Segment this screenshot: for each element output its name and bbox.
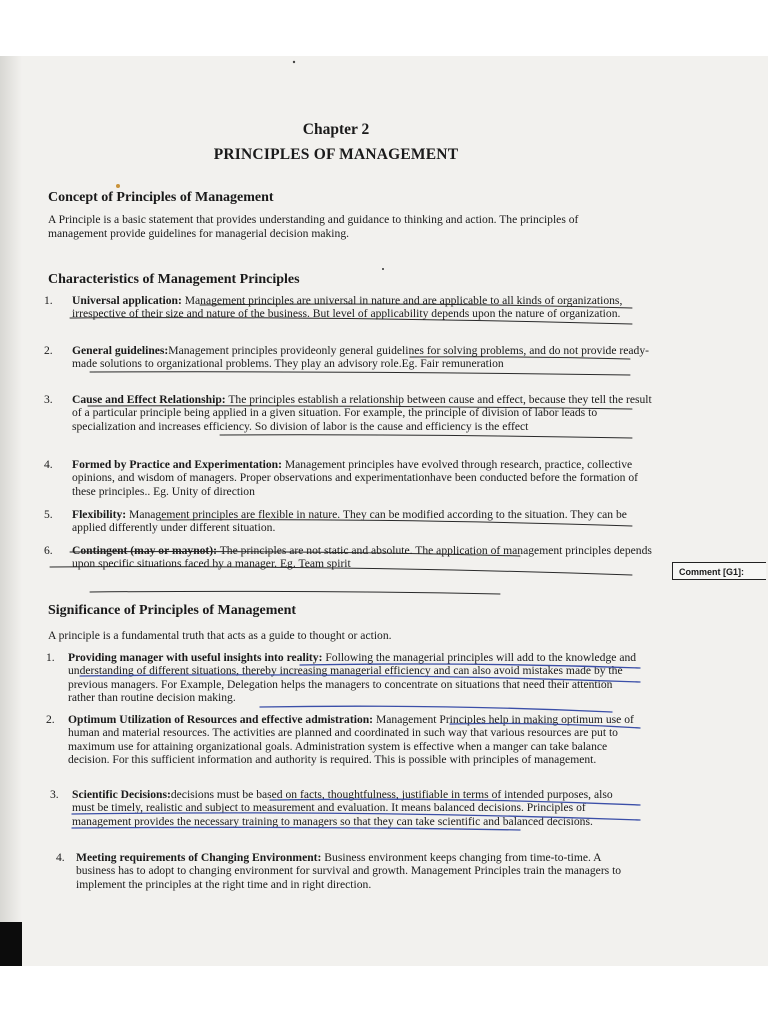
significance-item [50, 788, 638, 828]
item-label: Meeting requirements of Changing Environment: [76, 851, 322, 864]
characteristic-item [44, 344, 660, 371]
item-number: 5. [44, 508, 53, 521]
comment-balloon[interactable]: Comment [G1]: [672, 562, 766, 580]
characteristic-item [44, 294, 660, 321]
characteristic-item [44, 544, 660, 571]
item-number: 2. [44, 344, 53, 357]
item-number: 1. [46, 651, 55, 664]
item-number: 4. [44, 458, 53, 471]
item-text: Business environment keeps changing from time-to-time. A business has to adopt to changing environment for survival and growth. Management Principles train the managers to implement the principles at the right time and in right direction. [76, 851, 622, 891]
characteristic-item [44, 458, 660, 498]
item-label: Cause and Effect Relationship: [72, 393, 226, 406]
item-label: Formed by Practice and Experimentation: [72, 458, 282, 471]
item-number: 3. [44, 393, 53, 406]
item-number: 2. [46, 713, 55, 726]
significance-item [46, 713, 638, 767]
characteristic-item [44, 508, 660, 535]
item-text: Management principles have evolved through research, practice, collective opinions, and wisdom of managers. Proper observations and experimentationhave been conducted before the formation of these principles.. Eg. Unity of direction [72, 458, 638, 498]
item-number: 1. [44, 294, 53, 307]
item-label: Contingent (may or maynot): [72, 544, 218, 557]
concept-text: A Principle is a basic statement that provides understanding and guidance to thinking and action. The principles of management provide guidelines for managerial decision making. [48, 213, 579, 240]
characteristics-heading: Characteristics of Management Principles [48, 272, 300, 287]
significance-heading: Significance of Principles of Management [48, 603, 297, 618]
item-text: The principles establish a relationship between cause and effect, because they tell the result of a particular principle being applied in a given situation. For example, the principle of division of labor leads to specialization and increases efficiency. So division of labor is the cause and efficiency is the effect [72, 393, 652, 433]
item-text: Management principles provideonly general guidelines for solving problems, and do not provide ready-made solutions to organizational problems. They play an advisory role.Eg. Fair remuneration [72, 344, 649, 371]
item-text: Management Principles help in making optimum use of human and material resources. The activities are planned and coordinated in such way that various resources are put to maximum use for attaining organizational goals. Administration system is effective when a manger can take balance decision. For this sufficient information and authority is required. This is possible with principles of management. [68, 713, 634, 767]
item-number: 4. [56, 851, 65, 864]
concept-heading: Concept of Principles of Management [48, 190, 274, 205]
chapter-label: Chapter 2 [302, 121, 370, 138]
item-text: Management principles are flexible in nature. They can be modified according to the situation. They can be applied differently under different situation. [72, 508, 627, 535]
item-text: Management principles are universal in nature and are applicable to all kinds of organizations, irrespective of their size and nature of the business. But level of applicability depends upon the nature of organization. [72, 294, 623, 321]
chapter-title: PRINCIPLES OF MANAGEMENT [213, 146, 459, 163]
item-label: Optimum Utilization of Resources and effective admistration: [68, 713, 374, 726]
item-label: Scientific Decisions: [72, 788, 171, 801]
item-label: Providing manager with useful insights into reality: [68, 651, 323, 664]
significance-item [46, 651, 638, 705]
item-number: 3. [50, 788, 59, 801]
significance-intro: A principle is a fundamental truth that acts as a guide to thought or action. [48, 629, 392, 642]
item-label: General guidelines: [72, 344, 169, 357]
item-text: decisions must be based on facts, thoughtfulness, justifiable in terms of intended purposes, also must be timely, realistic and subject to measurement and evaluation. It means balanced decisions. Principles of management provides the necessary training to managers so that they can take scientific and balanced decisions. [72, 788, 613, 828]
item-label: Universal application: [72, 294, 182, 307]
item-text: Following the managerial principles will add to the knowledge and understanding of different situations, thereby increasing managerial efficiency and can also avoid mistakes made by the previous managers. For Example, Delegation helps the managers to concentrate on situations that need their attention rather than routine decision making. [68, 651, 637, 705]
item-text: The principles are not static and absolute. The application of management principles depends upon specific situations faced by a manager. Eg. Team spirit [72, 544, 652, 571]
item-number: 6. [44, 544, 53, 557]
significance-item [56, 851, 638, 891]
characteristic-item [44, 393, 660, 433]
item-label: Flexibility: [72, 508, 127, 521]
